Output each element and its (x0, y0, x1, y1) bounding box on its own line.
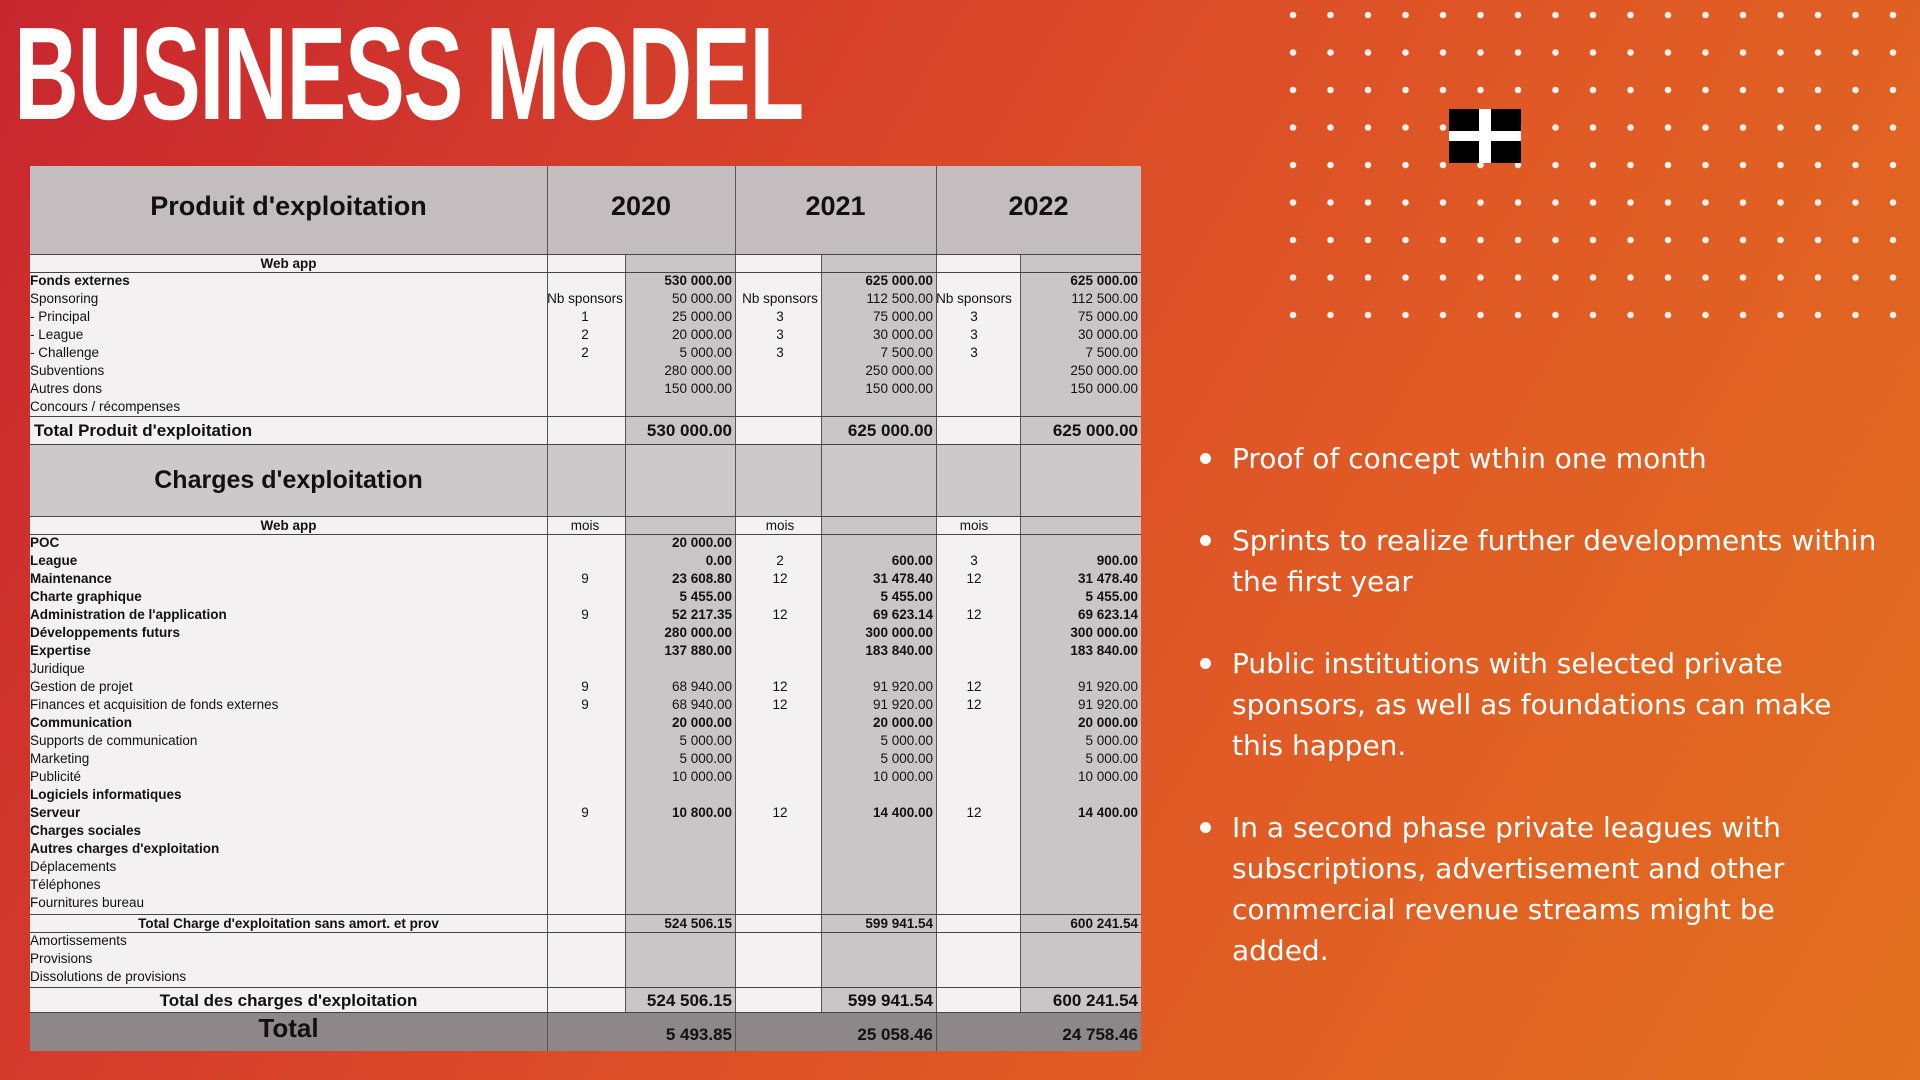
row-label: Sponsoring (30, 291, 99, 306)
row-value: 20 000.00 (671, 715, 732, 730)
charges-subhead-unit: mois (959, 518, 989, 533)
row-label: Fournitures bureau (30, 895, 145, 910)
total-produit-value: 530 000.00 (646, 421, 732, 440)
row-value: 530 000.00 (664, 273, 732, 288)
row-qty: 12 (966, 697, 982, 712)
header-year-2022: 2022 (1008, 191, 1069, 221)
bullet-text: Public institutions with selected private sponsors, as well as foundations can make this happen. (1232, 647, 1832, 762)
row-qty: 12 (772, 805, 788, 820)
row-value: 183 840.00 (865, 643, 933, 658)
dot-pattern (1280, 6, 1920, 326)
row-label: Expertise (30, 643, 91, 658)
grand-total-value: 5 493.85 (665, 1025, 732, 1044)
row-value: 5 000.00 (679, 733, 732, 748)
row-value: 91 920.00 (1077, 679, 1138, 694)
row-qty: 3 (970, 345, 978, 360)
row-value: 20 000.00 (1077, 715, 1138, 730)
row-qty: 12 (772, 607, 788, 622)
row-qty: 12 (772, 571, 788, 586)
bullet-dot-icon (1200, 535, 1211, 546)
grand-total-label: Total (258, 1013, 319, 1043)
row-label: Charges sociales (30, 823, 142, 838)
row-value: 5 000.00 (880, 751, 933, 766)
row-value: 68 940.00 (671, 679, 732, 694)
row-value: 20 000.00 (671, 535, 732, 550)
row-label: Juridique (30, 661, 85, 676)
row-value: 10 000.00 (872, 769, 933, 784)
header-year-2021: 2021 (805, 191, 866, 221)
total-sans-amort-value: 600 241.54 (1070, 916, 1138, 931)
row-label: Publicité (30, 769, 82, 784)
total-sans-amort-value: 524 506.15 (664, 916, 732, 931)
breton-flag-icon (1449, 109, 1521, 163)
row-qty: 3 (970, 553, 978, 568)
row-value: 68 940.00 (671, 697, 732, 712)
row-value: 250 000.00 (1070, 363, 1138, 378)
row-value: 20 000.00 (872, 715, 933, 730)
row-qty: 1 (581, 309, 589, 324)
total-produit-value: 625 000.00 (847, 421, 933, 440)
row-value: 150 000.00 (664, 381, 732, 396)
row-label: Charte graphique (30, 589, 142, 604)
total-charges-value: 599 941.54 (847, 991, 933, 1010)
row-qty: 12 (772, 679, 788, 694)
row-qty: 12 (966, 805, 982, 820)
row-value: 625 000.00 (865, 273, 933, 288)
row-qty: 12 (966, 679, 982, 694)
charges-subhead-unit: mois (570, 518, 600, 533)
row-value: 10 000.00 (1077, 769, 1138, 784)
charges-subhead: Web app (260, 518, 317, 533)
grand-total-value: 25 058.46 (857, 1025, 933, 1044)
bullet-text: Proof of concept wthin one month (1232, 442, 1707, 475)
row-qty: 3 (776, 309, 784, 324)
bullet-item (1200, 807, 1880, 971)
row-value: 5 000.00 (679, 751, 732, 766)
amort-row-label: Dissolutions de provisions (30, 969, 187, 984)
business-model-table (30, 166, 1141, 1051)
charges-subhead-unit: mois (765, 518, 795, 533)
row-value: 7 500.00 (1085, 345, 1138, 360)
row-label: Supports de communication (30, 733, 198, 748)
total-charges-label: Total des charges d'exploitation (159, 991, 418, 1010)
row-value: 14 400.00 (1077, 805, 1138, 820)
row-value: 280 000.00 (664, 625, 732, 640)
total-produit-value: 625 000.00 (1052, 421, 1138, 440)
row-value: 5 000.00 (880, 733, 933, 748)
row-label: Développements futurs (30, 625, 181, 640)
row-qty: 12 (966, 571, 982, 586)
row-qty: 3 (776, 327, 784, 342)
total-produit-label: Total Produit d'exploitation (34, 421, 253, 440)
page-title: BUSINESS MODEL (14, 0, 803, 147)
row-qty: Nb sponsors (547, 291, 623, 306)
row-value: 625 000.00 (1070, 273, 1138, 288)
row-qty: 9 (581, 697, 589, 712)
row-label: Autres dons (30, 381, 103, 396)
row-value: 10 000.00 (671, 769, 732, 784)
row-value: 31 478.40 (872, 571, 933, 586)
row-label: Téléphones (30, 877, 101, 892)
row-value: 137 880.00 (664, 643, 732, 658)
row-label: POC (30, 535, 60, 550)
header-year-2020: 2020 (610, 191, 672, 221)
row-value: 5 455.00 (880, 589, 933, 604)
total-charges-value: 524 506.15 (646, 991, 732, 1010)
row-value: 900.00 (1096, 553, 1138, 568)
row-value: 25 000.00 (671, 309, 732, 324)
row-value: 150 000.00 (865, 381, 933, 396)
row-value: 14 400.00 (872, 805, 933, 820)
charges-section-title: Charges d'exploitation (154, 466, 423, 494)
row-value: 31 478.40 (1077, 571, 1138, 586)
row-label: Fonds externes (30, 273, 130, 288)
row-label: Maintenance (30, 571, 112, 586)
row-value: 30 000.00 (1077, 327, 1138, 342)
row-value: 69 623.14 (1077, 607, 1138, 622)
row-value: 30 000.00 (872, 327, 933, 342)
row-value: 91 920.00 (872, 697, 933, 712)
row-qty: 3 (776, 345, 784, 360)
row-label: - Principal (30, 309, 91, 324)
row-label: Subventions (30, 363, 105, 378)
row-qty: 12 (772, 697, 788, 712)
amort-row-label: Provisions (30, 951, 93, 966)
row-qty: 2 (581, 345, 589, 360)
row-value: 23 608.80 (671, 571, 732, 586)
bullet-dot-icon (1200, 453, 1211, 464)
row-value: 50 000.00 (671, 291, 732, 306)
row-qty: 2 (776, 553, 784, 568)
row-label: Finances et acquisition de fonds externes (30, 697, 279, 712)
row-value: 5 000.00 (679, 345, 732, 360)
row-qty: Nb sponsors (742, 291, 818, 306)
bullet-text: In a second phase private leagues with subscriptions, advertisement and other commercial revenue streams might be added. (1232, 811, 1785, 967)
bullet-text: Sprints to realize further developments within the first year (1232, 524, 1877, 598)
row-label: Déplacements (30, 859, 117, 874)
row-qty: 2 (581, 327, 589, 342)
row-value: 75 000.00 (1077, 309, 1138, 324)
bullet-item (1200, 643, 1880, 766)
row-value: 300 000.00 (1070, 625, 1138, 640)
row-label: Concours / récompenses (30, 399, 181, 414)
row-value: 5 000.00 (1085, 733, 1138, 748)
row-value: 69 623.14 (872, 607, 933, 622)
row-value: 52 217.35 (671, 607, 732, 622)
row-value: 300 000.00 (865, 625, 933, 640)
row-qty: 9 (581, 607, 589, 622)
grand-total-value: 24 758.46 (1062, 1025, 1138, 1044)
row-value: 280 000.00 (664, 363, 732, 378)
row-label: - Challenge (30, 345, 100, 360)
bullet-item (1200, 438, 1880, 479)
row-value: 91 920.00 (872, 679, 933, 694)
row-value: 250 000.00 (865, 363, 933, 378)
row-label: Administration de l'application (30, 607, 227, 622)
row-label: League (30, 553, 78, 568)
row-value: 91 920.00 (1077, 697, 1138, 712)
row-value: 7 500.00 (880, 345, 933, 360)
row-qty: 12 (966, 607, 982, 622)
row-label: Marketing (30, 751, 90, 766)
bullet-dot-icon (1200, 658, 1211, 669)
row-value: 10 800.00 (671, 805, 732, 820)
row-label: Autres charges d'exploitation (30, 841, 220, 856)
row-label: Gestion de projet (30, 679, 133, 694)
produit-subhead: Web app (260, 256, 317, 271)
row-value: 0.00 (705, 553, 732, 568)
row-value: 183 840.00 (1070, 643, 1138, 658)
row-value: 600.00 (891, 553, 933, 568)
row-label: Communication (30, 715, 133, 730)
row-qty: 9 (581, 679, 589, 694)
row-value: 75 000.00 (872, 309, 933, 324)
row-label: Serveur (30, 805, 81, 820)
row-value: 5 455.00 (679, 589, 732, 604)
header-section-title: Produit d'exploitation (150, 191, 427, 221)
row-qty: 9 (581, 805, 589, 820)
total-sans-amort-value: 599 941.54 (865, 916, 933, 931)
bullet-dot-icon (1200, 822, 1211, 833)
row-value: 112 500.00 (866, 291, 933, 306)
row-value: 112 500.00 (1071, 291, 1138, 306)
row-label: Logiciels informatiques (30, 787, 182, 802)
total-sans-amort-label: Total Charge d'exploitation sans amort. et prov (138, 916, 439, 931)
row-label: - League (30, 327, 84, 342)
bullet-list (1200, 438, 1880, 1012)
bullet-item (1200, 520, 1880, 602)
row-qty: 9 (581, 571, 589, 586)
row-qty: Nb sponsors (936, 291, 1012, 306)
amort-row-label: Amortissements (30, 933, 127, 948)
row-qty: 3 (970, 309, 978, 324)
row-value: 5 000.00 (1085, 751, 1138, 766)
row-value: 20 000.00 (671, 327, 732, 342)
row-qty: 3 (970, 327, 978, 342)
total-charges-value: 600 241.54 (1052, 991, 1138, 1010)
row-value: 150 000.00 (1070, 381, 1138, 396)
row-value: 5 455.00 (1085, 589, 1138, 604)
